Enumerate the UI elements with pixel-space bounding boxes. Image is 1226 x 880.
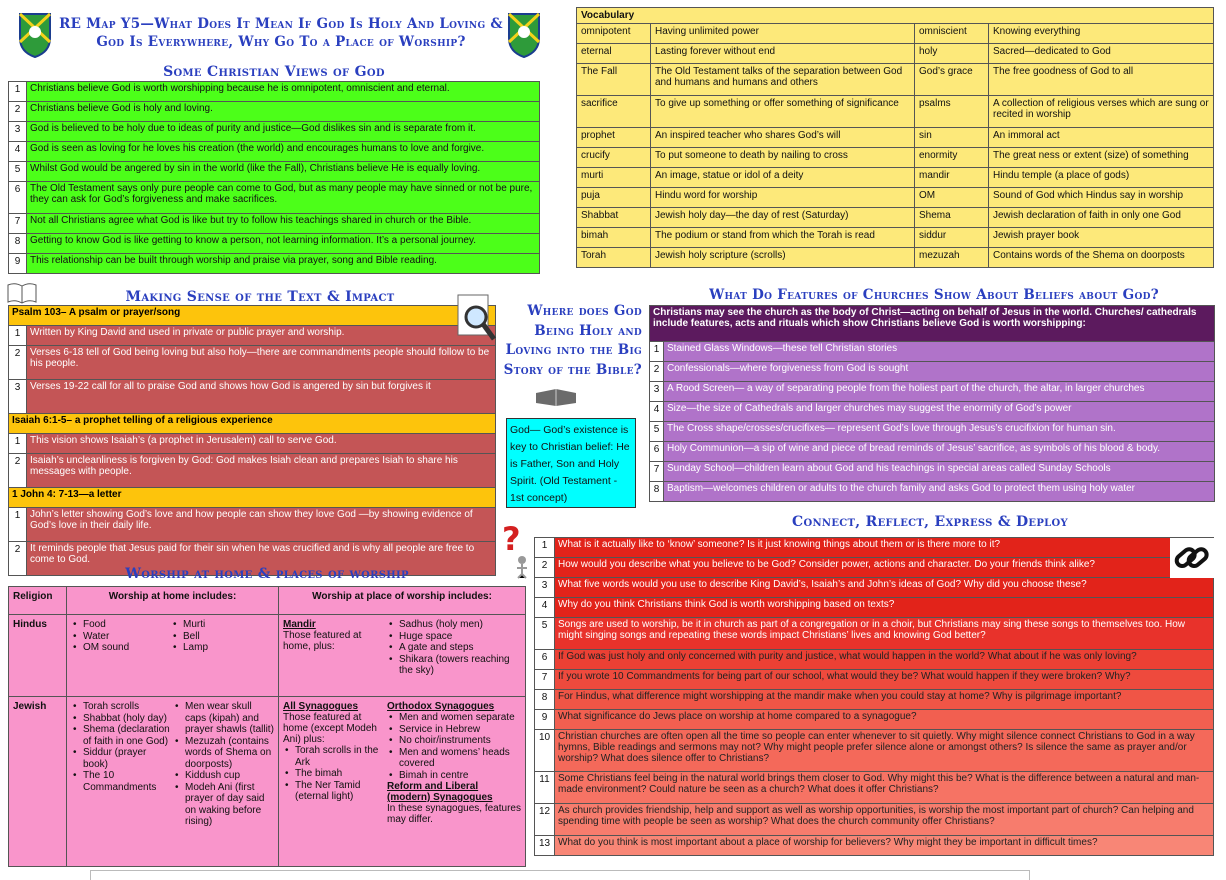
table-row xyxy=(535,730,1214,772)
orthodox-list xyxy=(387,712,521,781)
vocabulary-table xyxy=(576,7,1214,268)
table-row xyxy=(9,162,540,182)
vocab-definition: To put someone to death by nailing to cross xyxy=(651,148,915,168)
list-item: • Modeh Ani (first prayer of day said on waking before rising) xyxy=(173,782,274,828)
table-row xyxy=(535,690,1214,710)
row-number: 8 xyxy=(9,234,27,254)
col-home: Worship at home includes: xyxy=(67,587,279,615)
row-number: 1 xyxy=(650,342,664,362)
scripture-title: Psalm 103– A psalm or prayer/song xyxy=(9,306,496,326)
bigstory-question: Where does God Being Holy and Loving into the Big Story of the Bible? xyxy=(503,303,642,378)
question-text: For Hindus, what difference might worshipping at the mandir make when you could stay at home? Why is pilgrimage important? xyxy=(555,690,1214,710)
vocab-definition: Sacred—dedicated to God xyxy=(989,44,1214,64)
vocab-row xyxy=(577,248,1214,268)
row-number: 3 xyxy=(9,122,27,142)
list-item: • Men wear skull caps (kipah) and prayer shawls (tallit) xyxy=(173,701,274,736)
question-text: How would you describe what you believe to be God? Consider power, actions and character. Do your friends think alike? xyxy=(555,558,1214,578)
row-number: 2 xyxy=(9,346,27,380)
vocab-term: prophet xyxy=(577,128,651,148)
list-item: • Water xyxy=(71,631,171,643)
religion-jewish: Jewish xyxy=(9,697,67,867)
list-item: • OM sound xyxy=(71,642,171,654)
vocab-term: God’s grace xyxy=(915,64,989,96)
table-row xyxy=(9,182,540,214)
magnifier-icon xyxy=(456,293,498,345)
row-number: 6 xyxy=(9,182,27,214)
list-item: • Men and womens’ heads covered xyxy=(387,747,521,770)
question-text: What is it actually like to ‘know’ someone? Is it just knowing things about them or is there more to it? xyxy=(555,538,1214,558)
table-row xyxy=(535,558,1214,578)
churches-heading: What Do Features of Churches Show About Beliefs about God? xyxy=(709,287,1159,303)
row-text: Verses 19-22 call for all to praise God and shows how God is angered by sin but forgives it xyxy=(27,380,496,414)
church-feature: A Rood Screen— a way of separating people from the holiest part of the church, the altar, in larger churches xyxy=(664,382,1215,402)
table-row xyxy=(9,254,540,274)
vocab-row xyxy=(577,96,1214,128)
list-item: • Bimah in centre xyxy=(387,770,521,782)
vocab-definition: To give up something or offer something of significance xyxy=(651,96,915,128)
row-number: 7 xyxy=(9,214,27,234)
row-number: 4 xyxy=(535,598,555,618)
row-number: 3 xyxy=(9,380,27,414)
row-number: 2 xyxy=(535,558,555,578)
vocab-row xyxy=(577,188,1214,208)
table-row xyxy=(9,142,540,162)
vocab-term: mandir xyxy=(915,168,989,188)
table-row xyxy=(9,82,540,102)
table-row xyxy=(535,772,1214,804)
row-number: 4 xyxy=(9,142,27,162)
list-item: • Kiddush cup xyxy=(173,770,274,782)
row-number: 2 xyxy=(650,362,664,382)
chain-link-icon xyxy=(1170,538,1214,578)
vocab-term: psalms xyxy=(915,96,989,128)
vocab-definition: Jewish prayer book xyxy=(989,228,1214,248)
text-group-title xyxy=(9,306,496,326)
vocab-term: bimah xyxy=(577,228,651,248)
row-text: Getting to know God is like getting to know a person, not learning information. It’s a personal journey. xyxy=(27,234,540,254)
jewish-home-list-b xyxy=(173,701,274,828)
table-row xyxy=(9,214,540,234)
church-feature: Baptism—welcomes children or adults to the church family and asks God to protect them using holy water xyxy=(664,482,1215,502)
vocab-term: puja xyxy=(577,188,651,208)
vocab-definition: Jewish holy day—the day of rest (Saturday) xyxy=(651,208,915,228)
vocab-definition: An inspired teacher who shares God’s will xyxy=(651,128,915,148)
row-text: Written by King David and used in private or public prayer and worship. xyxy=(27,326,496,346)
table-row xyxy=(535,650,1214,670)
jewish-home-list-a xyxy=(71,701,173,828)
table-row xyxy=(9,508,496,542)
vocab-definition: A collection of religious verses which are sung or recited in worship xyxy=(989,96,1214,128)
row-text: Isaiah’s uncleanliness is forgiven by God: God makes Isiah clean and prepares Isiah to share his messages with people. xyxy=(27,454,496,488)
church-feature: Holy Communion—a sip of wine and piece of bread reminds of Jesus’ sacrifice, as symbols of his blood & body. xyxy=(664,442,1215,462)
list-item: • Shabbat (holy day) xyxy=(71,713,173,725)
table-row xyxy=(535,598,1214,618)
row-text: This relationship can be built through worship and praise via prayer, song and Bible reading. xyxy=(27,254,540,274)
views-heading: Some Christian Views of God xyxy=(163,64,385,80)
reform-text: In these synagogues, features may differ. xyxy=(387,803,521,825)
list-item: • A gate and steps xyxy=(387,642,521,654)
connect-heading: Connect, Reflect, Express & Deploy xyxy=(792,514,1068,530)
row-number: 7 xyxy=(650,462,664,482)
row-number: 1 xyxy=(9,434,27,454)
svg-text:?: ? xyxy=(502,520,521,558)
churches-intro: Christians may see the church as the body of Christ—acting on behalf of Jesus in the world. Churches/ cathedrals include features, acts and rituals which show Christians believe God is worth worshipping: xyxy=(650,306,1215,342)
vocab-definition: Having unlimited power xyxy=(651,24,915,44)
all-synagogues-title: All Synagogues xyxy=(283,701,359,712)
row-number: 6 xyxy=(650,442,664,462)
col-religion: Religion xyxy=(9,587,67,615)
vocab-definition: Contains words of the Shema on doorposts xyxy=(989,248,1214,268)
vocab-term: enormity xyxy=(915,148,989,168)
table-row xyxy=(650,482,1215,502)
vocab-row xyxy=(577,148,1214,168)
orthodox-title: Orthodox Synagogues xyxy=(387,701,495,712)
vocab-definition: Hindu word for worship xyxy=(651,188,915,208)
question-text: Why do you think Christians think God is worth worshipping based on texts? xyxy=(555,598,1214,618)
col-place: Worship at place of worship includes: xyxy=(279,587,526,615)
row-text: Whilst God would be angered by sin in the world (like the Fall), Christians believe He is equally loving. xyxy=(27,162,540,182)
row-text: God is seen as loving for he loves his creation (the world) and encourages humans to love and forgive. xyxy=(27,142,540,162)
book-icon xyxy=(6,281,38,305)
table-row xyxy=(9,122,540,142)
list-item: • No choir/instruments xyxy=(387,735,521,747)
vocab-definition: An image, statue or idol of a deity xyxy=(651,168,915,188)
row-text: Christians believe God is holy and loving. xyxy=(27,102,540,122)
vocab-row xyxy=(577,228,1214,248)
vocab-term: The Fall xyxy=(577,64,651,96)
connect-table xyxy=(534,537,1214,856)
row-number: 5 xyxy=(650,422,664,442)
churches-table xyxy=(649,305,1215,502)
list-item: • Torah scrolls xyxy=(71,701,173,713)
vocab-term: crucify xyxy=(577,148,651,168)
row-number: 6 xyxy=(535,650,555,670)
mandir-text: Those featured at home, plus: xyxy=(283,630,362,652)
list-item: • Siddur (prayer book) xyxy=(71,747,173,770)
hindu-home-list-a xyxy=(71,619,171,654)
list-item: • Lamp xyxy=(171,642,274,654)
list-item: • Huge space xyxy=(387,631,521,643)
list-item: • Bell xyxy=(171,631,274,643)
vocab-term: Torah xyxy=(577,248,651,268)
text-group-title xyxy=(9,488,496,508)
question-text: If you wrote 10 Commandments for being part of our school, what would they be? What would happen if they were broken? Why? xyxy=(555,670,1214,690)
page-title: RE Map Y5—What Does It Mean If God Is Holy And Loving & God Is Everywhere, Why Go To a Place of Worship? xyxy=(59,16,503,50)
vocab-row xyxy=(577,64,1214,96)
vocab-row xyxy=(577,44,1214,64)
table-row xyxy=(535,578,1214,598)
list-item: • Mezuzah (contains words of Shema on doorposts) xyxy=(173,736,274,771)
table-row xyxy=(9,380,496,414)
scripture-title: 1 John 4: 7-13—a letter xyxy=(9,488,496,508)
list-item: • Service in Hebrew xyxy=(387,724,521,736)
list-item: • Murti xyxy=(171,619,274,631)
row-number: 1 xyxy=(9,326,27,346)
vocab-term: sin xyxy=(915,128,989,148)
row-number: 1 xyxy=(535,538,555,558)
vocab-definition: Jewish declaration of faith in only one God xyxy=(989,208,1214,228)
list-item: • Shema (declaration of faith in one God) xyxy=(71,724,173,747)
list-item: • The Ner Tamid (eternal light) xyxy=(283,780,387,803)
vocab-definition: The free goodness of God to all xyxy=(989,64,1214,96)
school-crest-left-icon xyxy=(18,12,52,58)
list-item: • Men and women separate xyxy=(387,712,521,724)
row-number: 10 xyxy=(535,730,555,772)
footer-frame xyxy=(90,870,1030,880)
table-row xyxy=(9,434,496,454)
table-row xyxy=(9,454,496,488)
question-text: If God was just holy and only concerned with purity and justice, what would happen in the world? What about if he was only loving? xyxy=(555,650,1214,670)
row-number: 2 xyxy=(9,454,27,488)
table-row xyxy=(9,102,540,122)
worship-heading: Worship at home & places of worship xyxy=(125,566,409,582)
all-synagogues-text: Those featured at home (except Modeh Ani) plus: xyxy=(283,712,377,745)
row-number: 13 xyxy=(535,836,555,856)
vocab-term: siddur xyxy=(915,228,989,248)
vocab-term: omnipotent xyxy=(577,24,651,44)
table-row xyxy=(650,442,1215,462)
views-table xyxy=(8,81,540,274)
vocab-definition: Knowing everything xyxy=(989,24,1214,44)
vocab-term: eternal xyxy=(577,44,651,64)
list-item: • The 10 Commandments xyxy=(71,770,173,793)
row-number: 5 xyxy=(9,162,27,182)
vocab-term: murti xyxy=(577,168,651,188)
texts-table xyxy=(8,305,496,576)
row-text: Not all Christians agree what God is like but try to follow his teachings shared in church or the Bible. xyxy=(27,214,540,234)
list-item: • Torah scrolls in the Ark xyxy=(283,745,387,768)
table-row xyxy=(535,618,1214,650)
texts-heading: Making Sense of the Text & Impact xyxy=(125,289,395,305)
row-text: God is believed to be holy due to ideas of purity and justice—God dislikes sin and is separate from it. xyxy=(27,122,540,142)
vocab-row xyxy=(577,208,1214,228)
row-text: John’s letter showing God’s love and how people can show they love God —by showing evidence of God’s love in their daily life. xyxy=(27,508,496,542)
row-number: 1 xyxy=(9,508,27,542)
row-number: 8 xyxy=(535,690,555,710)
row-text: It reminds people that Jesus paid for their sin when he was crucified and is why all people are free to come to God. xyxy=(27,542,496,576)
vocab-definition: Jewish holy scripture (scrolls) xyxy=(651,248,915,268)
row-number: 9 xyxy=(535,710,555,730)
religion-hindus: Hindus xyxy=(9,615,67,697)
vocab-definition: Hindu temple (a place of gods) xyxy=(989,168,1214,188)
row-number: 11 xyxy=(535,772,555,804)
row-text: This vision shows Isaiah’s (a prophet in Jerusalem) call to serve God. xyxy=(27,434,496,454)
church-feature: Stained Glass Windows—these tell Christian stories xyxy=(664,342,1215,362)
table-row xyxy=(9,326,496,346)
table-row xyxy=(650,362,1215,382)
row-number: 3 xyxy=(535,578,555,598)
god-concept-box: God— God’s existence is key to Christian belief: He is Father, Son and Holy Spirit. (Old Testament - 1st concept) xyxy=(506,418,636,508)
table-row xyxy=(535,804,1214,836)
row-text: Verses 6-18 tell of God being loving but also holy—there are commandments people should follow to be his people. xyxy=(27,346,496,380)
vocab-row xyxy=(577,24,1214,44)
table-row xyxy=(535,538,1214,558)
question-text: As church provides friendship, help and support as well as worship opportunities, is worship the most important part of church? Can helping and spending time with people be seen as worship? What does the church community offer Christians? xyxy=(555,804,1214,836)
vocab-term: OM xyxy=(915,188,989,208)
table-row xyxy=(9,346,496,380)
list-item: • Sadhus (holy men) xyxy=(387,619,521,631)
worship-table xyxy=(8,586,526,867)
question-text: Some Christians feel being in the natural world brings them closer to God. Why might this be? What is the difference between a natural and man-made environment? Could nature be seen as a church? What does it offer Christians? xyxy=(555,772,1214,804)
vocab-definition: Lasting forever without end xyxy=(651,44,915,64)
vocab-definition: The great ness or extent (size) of something xyxy=(989,148,1214,168)
church-feature: Confessionals—where forgiveness from God is sought xyxy=(664,362,1215,382)
row-number: 7 xyxy=(535,670,555,690)
table-row xyxy=(650,382,1215,402)
vocab-term: Shabbat xyxy=(577,208,651,228)
all-synagogues-list xyxy=(283,745,387,803)
row-number: 12 xyxy=(535,804,555,836)
list-item: • The bimah xyxy=(283,768,387,780)
hindu-home-list-b xyxy=(171,619,274,654)
vocab-term: holy xyxy=(915,44,989,64)
church-feature: The Cross shape/crosses/crucifixes— represent God’s love through Jesus’s crucifixion for human sin. xyxy=(664,422,1215,442)
church-feature: Sunday School—children learn about God and his teachings in special areas called Sunday Schools xyxy=(664,462,1215,482)
list-item: • Shikara (towers reaching the sky) xyxy=(387,654,521,677)
row-text: The Old Testament says only pure people can come to God, but as many people may have sinned or not be pure, they can ask for God’s forgiveness and make sacrifices. xyxy=(27,182,540,214)
vocab-definition: Sound of God which Hindus say in worship xyxy=(989,188,1214,208)
question-text: What significance do Jews place on worship at home compared to a synagogue? xyxy=(555,710,1214,730)
row-number: 4 xyxy=(650,402,664,422)
question-text: Christian churches are often open all the time so people can enter whenever to sit quietly. Why might silence connect Christians to God in a way hymns, Bible readings and sermons may not? Why might people prefer silence alone or amongst others? Is silence the same as prayer and/or worship? What does silence offer to Christians? xyxy=(555,730,1214,772)
text-group-title xyxy=(9,414,496,434)
row-number: 8 xyxy=(650,482,664,502)
vocab-definition: The podium or stand from which the Torah is read xyxy=(651,228,915,248)
row-number: 3 xyxy=(650,382,664,402)
vocab-term: mezuzah xyxy=(915,248,989,268)
vocabulary-heading: Vocabulary xyxy=(577,8,1214,24)
table-row xyxy=(535,670,1214,690)
table-row xyxy=(650,422,1215,442)
row-number: 2 xyxy=(9,102,27,122)
bible-icon xyxy=(534,387,578,407)
church-feature: Size—the size of Cathedrals and larger churches may suggest the enormity of God’s power xyxy=(664,402,1215,422)
row-number: 1 xyxy=(9,82,27,102)
table-row xyxy=(9,234,540,254)
table-row xyxy=(535,836,1214,856)
vocab-definition: An immoral act xyxy=(989,128,1214,148)
question-text: Songs are used to worship, be it in church as part of a congregation or in a choir, but Christians may sing these songs to themselves too. How might singing songs and repeating these words impact Christians’ lives and knowing God better? xyxy=(555,618,1214,650)
school-crest-right-icon xyxy=(507,12,541,58)
vocab-term: omniscient xyxy=(915,24,989,44)
table-row xyxy=(650,462,1215,482)
row-text: Christians believe God is worth worshipping because he is omnipotent, omniscient and eternal. xyxy=(27,82,540,102)
table-row xyxy=(650,342,1215,362)
mandir-list xyxy=(387,619,521,677)
vocab-term: sacrifice xyxy=(577,96,651,128)
scripture-title: Isaiah 6:1-5– a prophet telling of a religious experience xyxy=(9,414,496,434)
row-number: 5 xyxy=(535,618,555,650)
reform-title: Reform and Liberal (modern) Synagogues xyxy=(387,781,493,803)
vocab-term: Shema xyxy=(915,208,989,228)
list-item: • Food xyxy=(71,619,171,631)
vocab-row xyxy=(577,128,1214,148)
question-text: What five words would you use to describe King David’s, Isaiah’s and John’s ideas of God? Why did you choose these? xyxy=(555,578,1214,598)
mandir-title: Mandir xyxy=(283,619,316,630)
row-number: 9 xyxy=(9,254,27,274)
vocab-row xyxy=(577,168,1214,188)
table-row xyxy=(650,402,1215,422)
row-number: 2 xyxy=(9,542,27,576)
question-text: What do you think is most important about a place of worship for believers? Why might they be important in difficult times? xyxy=(555,836,1214,856)
table-row xyxy=(535,710,1214,730)
vocab-definition: The Old Testament talks of the separation between God and humans and humans and others xyxy=(651,64,915,96)
